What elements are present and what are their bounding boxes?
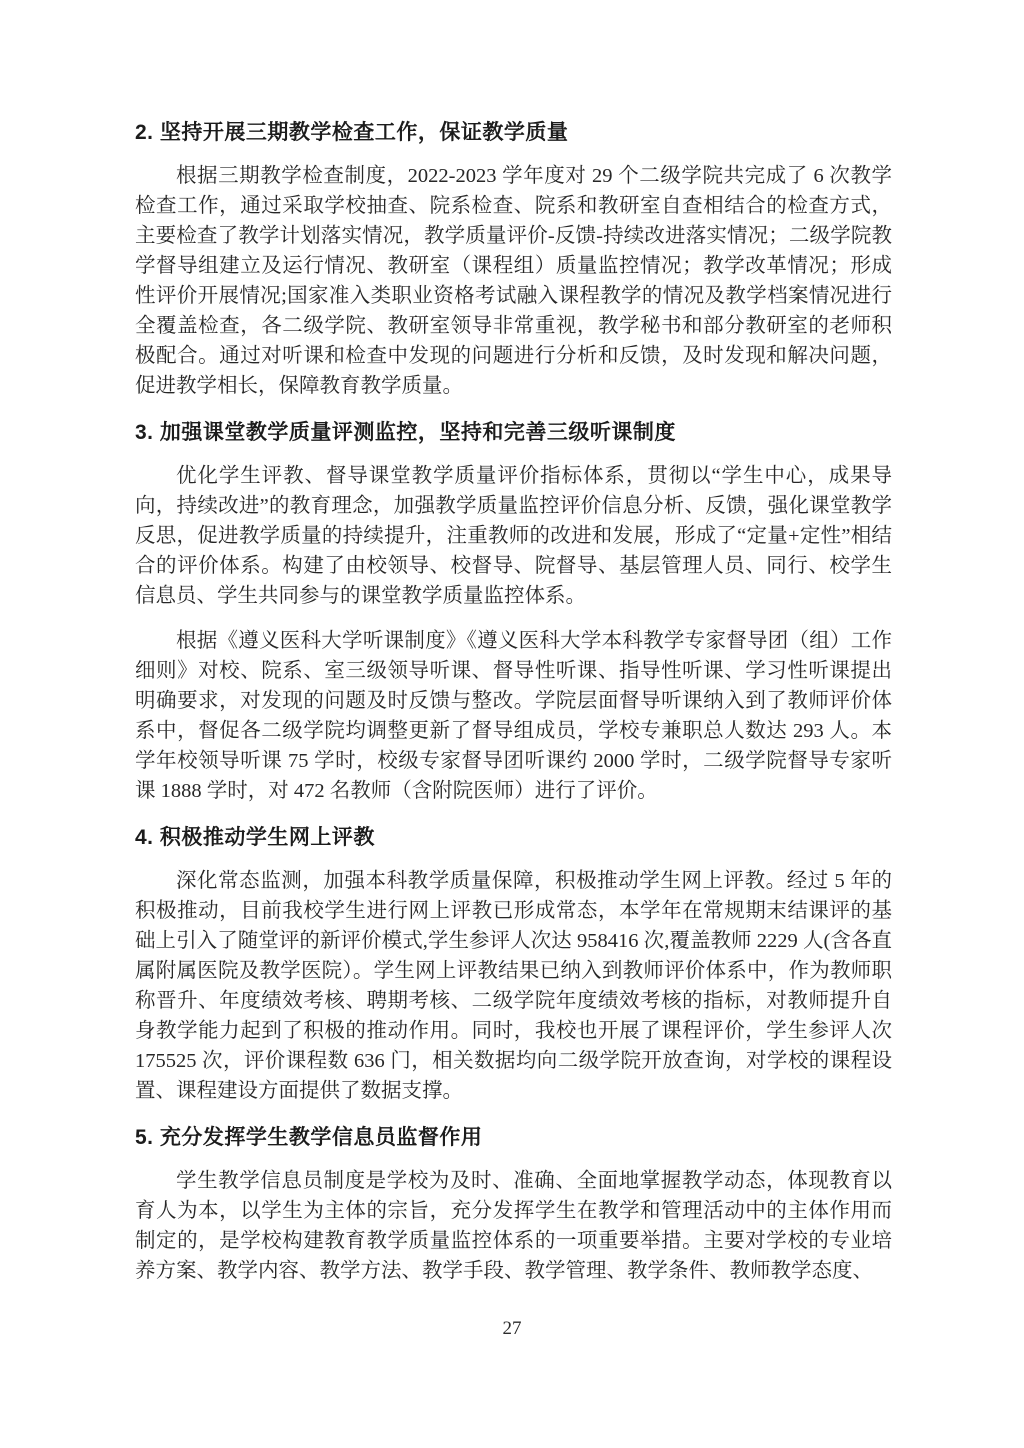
sections [135,118,892,1286]
page-number: 27 [502,1318,522,1339]
paragraph: 学生教学信息员制度是学校为及时、准确、全面地掌握教学动态，体现教育以育人为本，以学生为主体的宗旨，充分发挥学生在教学和管理活动中的主体作用而制定的，是学校构建教育教学质量监控体系的一项重要举措。主要对学校的专业培养方案、教学内容、教学方法、教学手段、教学管理、教学条件、教师教学态度、 [135,1170,892,1282]
paragraph: 根据三期教学检查制度，2022-2023 学年度对 29 个二级学院共完成了 6 次教学检查工作，通过采取学校抽查、院系检查、院系和教研室自查相结合的检查方式，主要检查了教学计划落实情况，教学质量评价-反馈-持续改进落实情况；二级学院教学督导组建立及运行情况、教研室（课程组）质量监控情况；教学改革情况；形成性评价开展情况;国家准入类职业资格考试融入课程教学的情况及教学档案情况进行全覆盖检查，各二级学院、教研室领导非常重视，教学秘书和部分教研室的老师积极配合。通过对听课和检查中发现的问题进行分析和反馈，及时发现和解决问题，促进教学相长，保障教育教学质量。 [135,165,892,397]
section-heading: 2. 坚持开展三期教学检查工作，保证教学质量 [135,121,569,144]
paragraph: 根据《遵义医科大学听课制度》《遵义医科大学本科教学专家督导团（组）工作细则》对校、院系、室三级领导听课、督导性听课、指导性听课、学习性听课提出明确要求，对发现的问题及时反馈与整改。学院层面督导听课纳入到了教师评价体系中，督促各二级学院均调整更新了督导组成员，学校专兼职总人数达 293 人。本学年校领导听课 75 学时，校级专家督导团听课约 2000 学时，二级学院督导专家听课 1888 学时，对 472 名教师（含附院医师）进行了评价。 [135,630,892,802]
paragraph: 优化学生评教、督导课堂教学质量评价指标体系，贯彻以“学生中心，成果导向，持续改进”的教育理念，加强教学质量监控评价信息分析、反馈，强化课堂教学反思，促进教学质量的持续提升，注重教师的改进和发展，形成了“定量+定性”相结合的评价体系。构建了由校领导、校督导、院督导、基层管理人员、同行、校学生信息员、学生共同参与的课堂教学质量监控体系。 [135,465,892,607]
section-heading: 3. 加强课堂教学质量评测监控，坚持和完善三级听课制度 [135,421,676,444]
document-body [135,118,892,1301]
section-heading: 5. 充分发挥学生教学信息员监督作用 [135,1126,483,1149]
section-heading: 4. 积极推动学生网上评教 [135,826,375,849]
paragraph: 深化常态监测，加强本科教学质量保障，积极推动学生网上评教。经过 5 年的积极推动，目前我校学生进行网上评教已形成常态，本学年在常规期末结课评的基础上引入了随堂评的新评价模式,学生参评人次达 958416 次,覆盖教师 2229 人(含各直属附属医院及教学医院）。学生网上评教结果已纳入到教师评价体系中，作为教师职称晋升、年度绩效考核、聘期考核、二级学院年度绩效考核的指标，对教师提升自身教学能力起到了积极的推动作用。同时，我校也开展了课程评价，学生参评人次 175525 次，评价课程数 636 门，相关数据均向二级学院开放查询，对学校的课程设置、课程建设方面提供了数据支撑。 [135,870,892,1102]
